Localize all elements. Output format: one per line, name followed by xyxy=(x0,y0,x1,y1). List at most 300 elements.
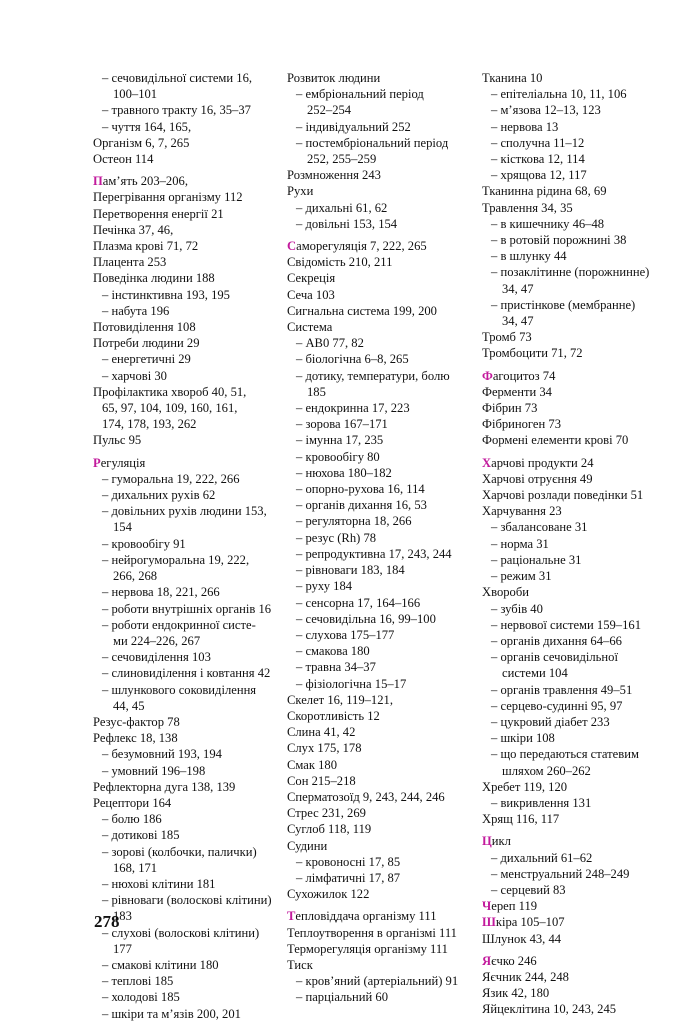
index-entry-text: Потовиділення 108 xyxy=(93,320,196,335)
index-entry xyxy=(482,985,677,1001)
index-entry-text: органів дихання 16, 53 xyxy=(305,498,427,513)
index-entry-text: Організм 6, 7, 265 xyxy=(93,135,190,150)
index-entry xyxy=(287,692,469,708)
index-entry xyxy=(482,368,677,384)
index-subentry xyxy=(93,351,275,367)
index-entry-text: Остеон 114 xyxy=(93,152,154,167)
index-entry xyxy=(287,270,469,286)
index-entry-text: роботи внутрішніх органів 16 xyxy=(111,601,272,616)
index-subentry xyxy=(482,135,677,151)
index-subentry xyxy=(93,487,275,503)
index-subentry xyxy=(482,617,677,633)
index-subentry-continuation xyxy=(287,151,469,167)
index-subentry xyxy=(287,368,469,384)
index-entry-text: в кишечнику 46–48 xyxy=(500,216,605,231)
index-entry-text: сечовидільна 16, 99–100 xyxy=(305,611,436,626)
index-entry-text: резус (Rh) 78 xyxy=(305,530,377,545)
section-initial-letter: Ц xyxy=(482,834,492,849)
index-entry-text: цукровий діабет 233 xyxy=(500,714,610,729)
index-entry xyxy=(482,487,677,503)
index-subentry xyxy=(482,882,677,898)
index-subentry xyxy=(93,368,275,384)
index-entry-text: хрящова 12, 117 xyxy=(500,168,587,183)
index-entry-text: ембріональний період xyxy=(305,87,424,102)
section-initial-letter: С xyxy=(287,239,297,254)
index-entry xyxy=(93,795,275,811)
index-column-2 xyxy=(287,70,469,1006)
index-subentry xyxy=(287,546,469,562)
index-entry-text: Розмноження 243 xyxy=(287,168,381,183)
index-entry xyxy=(482,400,677,416)
index-entry-text: Перегрівання організму 112 xyxy=(93,190,243,205)
index-entry xyxy=(287,238,469,254)
index-entry-text: викривлення 131 xyxy=(500,795,592,810)
index-subentry xyxy=(93,102,275,118)
index-entry xyxy=(93,135,275,151)
index-entry xyxy=(482,70,677,86)
index-subentry xyxy=(93,876,275,892)
index-subentry xyxy=(93,119,275,135)
index-entry-text: системи 104 xyxy=(502,666,568,681)
index-subentry xyxy=(287,989,469,1005)
index-entry-text: лімфатичні 17, 87 xyxy=(305,870,401,885)
index-entry xyxy=(93,254,275,270)
index-subentry xyxy=(287,627,469,643)
index-entry-text: Сигнальна система 199, 200 xyxy=(287,303,437,318)
index-entry-text: індивідуальний 252 xyxy=(305,119,411,134)
index-entry-text: Сеча 103 xyxy=(287,287,335,302)
index-entry xyxy=(287,957,469,973)
index-entry-text: зорові (колбочки, палички) xyxy=(111,844,257,859)
index-entry xyxy=(93,206,275,222)
index-entry xyxy=(93,714,275,730)
index-entry-text: шлункового соковиділення xyxy=(111,682,257,697)
index-entry-text: харчові 30 xyxy=(111,368,167,383)
index-subentry xyxy=(287,530,469,546)
index-entry xyxy=(482,345,677,361)
index-subentry xyxy=(482,649,677,665)
index-subentry-continuation xyxy=(482,313,677,329)
index-entry xyxy=(93,151,275,167)
index-subentry xyxy=(93,601,275,617)
index-entry xyxy=(287,70,469,86)
index-entry xyxy=(482,183,677,199)
index-entry xyxy=(287,789,469,805)
index-entry-text: агоцитоз 74 xyxy=(492,368,556,383)
index-entry-text: травна 34–37 xyxy=(305,660,376,675)
index-entry-text: нервова 13 xyxy=(500,119,559,134)
index-entry xyxy=(287,925,469,941)
index-entry-text: Сухожилок 122 xyxy=(287,887,370,902)
index-entry-text: шляхом 260–262 xyxy=(502,763,591,778)
index-entry-text: Плазма крові 71, 72 xyxy=(93,239,199,254)
index-entry xyxy=(287,908,469,924)
index-subentry-continuation xyxy=(93,633,275,649)
index-entry-text: икл xyxy=(491,834,511,849)
index-entry-text: Плацента 253 xyxy=(93,255,167,270)
index-entry-text: збалансоване 31 xyxy=(500,520,588,535)
index-subentry xyxy=(287,595,469,611)
index-subentry xyxy=(287,351,469,367)
index-entry-text: чуття 164, 165, xyxy=(111,119,192,134)
index-entry-text: умовний 196–198 xyxy=(111,763,206,778)
index-entry xyxy=(287,319,469,335)
index-entry-text: 44, 45 xyxy=(113,698,145,713)
index-entry xyxy=(482,329,677,345)
index-entry xyxy=(287,805,469,821)
index-entry-text: Тиск xyxy=(287,957,313,972)
index-subentry xyxy=(482,552,677,568)
index-subentry xyxy=(287,335,469,351)
index-entry xyxy=(482,833,677,849)
index-subentry xyxy=(287,119,469,135)
index-entry-text: Тканина 10 xyxy=(482,71,543,85)
index-subentry xyxy=(287,676,469,692)
index-entry-text: 252, 255–259 xyxy=(307,152,377,167)
index-subentry xyxy=(482,119,677,135)
index-subentry xyxy=(482,151,677,167)
index-entry xyxy=(482,384,677,400)
index-subentry xyxy=(482,248,677,264)
index-entry-text: Харчові розлади поведінки 51 xyxy=(482,488,644,503)
index-subentry xyxy=(482,86,677,102)
index-entry-text: Яєчник 244, 248 xyxy=(482,969,569,984)
index-entry-text: 168, 171 xyxy=(113,860,158,875)
index-entry-text: раціональне 31 xyxy=(500,552,582,567)
index-entry xyxy=(482,416,677,432)
index-subentry xyxy=(482,795,677,811)
index-entry-text: набута 196 xyxy=(111,303,170,318)
index-entry-text: ереп 119 xyxy=(491,899,538,914)
index-subentry xyxy=(93,503,275,519)
index-subentry-continuation xyxy=(287,384,469,400)
index-entry-text: що передаються статевим xyxy=(500,747,639,762)
index-entry-text: дотику, температури, болю xyxy=(305,368,450,383)
index-entry-text: Формені елементи крові 70 xyxy=(482,433,629,448)
index-entry-text: нейрогуморальна 19, 222, xyxy=(111,552,250,567)
index-entry-text: слухові (волоскові клітини) xyxy=(111,925,260,940)
index-subentry xyxy=(93,303,275,319)
index-subentry xyxy=(93,617,275,633)
index-entry-text: рівноваги (волоскові клітини) xyxy=(111,893,272,908)
index-entry xyxy=(93,779,275,795)
index-entry-text: зорова 167–171 xyxy=(305,417,388,432)
index-entry-text: норма 31 xyxy=(500,536,549,551)
section-initial-letter: Ш xyxy=(482,915,496,930)
index-subentry xyxy=(93,925,275,941)
index-subentry xyxy=(93,989,275,1005)
index-entry xyxy=(482,969,677,985)
index-entry-text: Секреція xyxy=(287,271,336,286)
index-entry-text: Харчові отруєння 49 xyxy=(482,471,593,486)
index-entry-text: фізіологічна 15–17 xyxy=(305,676,407,691)
index-entry xyxy=(287,254,469,270)
index-subentry xyxy=(482,167,677,183)
index-entry-text: смакова 180 xyxy=(305,644,370,659)
index-subentry xyxy=(93,892,275,908)
index-entry-text: сечовиділення 103 xyxy=(111,650,211,665)
index-entry-text: 100–101 xyxy=(113,87,158,102)
index-entry-text: Суглоб 118, 119 xyxy=(287,822,372,837)
index-entry-text: Потреби людини 29 xyxy=(93,336,200,351)
index-entry xyxy=(93,384,275,400)
index-entry-text: інстинктивна 193, 195 xyxy=(111,287,230,302)
index-subentry-continuation xyxy=(93,698,275,714)
index-subentry xyxy=(482,730,677,746)
index-subentry xyxy=(287,497,469,513)
index-subentry xyxy=(93,584,275,600)
index-entry-text: Скоротливість 12 xyxy=(287,708,380,723)
index-entry-text: 266, 268 xyxy=(113,569,158,584)
index-entry-text: епловіддача організму 111 xyxy=(295,909,437,924)
index-subentry xyxy=(482,568,677,584)
index-entry-text: Судини xyxy=(287,838,328,853)
index-subentry xyxy=(287,854,469,870)
index-entry-text: болю 186 xyxy=(111,812,162,827)
index-subentry xyxy=(93,811,275,827)
index-entry-text: серцевий 83 xyxy=(500,882,566,897)
index-entry-text: 252–254 xyxy=(307,103,352,118)
index-entry-text: Тромб 73 xyxy=(482,330,532,345)
index-subentry xyxy=(287,216,469,232)
index-entry-text: органів дихання 64–66 xyxy=(500,633,622,648)
index-entry-text: 174, 178, 193, 262 xyxy=(102,417,197,432)
index-entry-text: Рухи xyxy=(287,184,314,199)
index-entry-text: Рецептори 164 xyxy=(93,795,172,810)
index-entry xyxy=(287,287,469,303)
index-subentry xyxy=(482,297,677,313)
index-entry-text: Пульс 95 xyxy=(93,433,142,448)
index-subentry xyxy=(287,659,469,675)
index-entry xyxy=(287,724,469,740)
index-entry-text: органів сечовидільної xyxy=(500,650,618,665)
index-entry-text: арчові продукти 24 xyxy=(491,455,594,470)
index-subentry-continuation xyxy=(482,763,677,779)
index-entry xyxy=(287,740,469,756)
index-subentry xyxy=(93,471,275,487)
index-entry-text: аморегуляція 7, 222, 265 xyxy=(296,239,427,254)
index-subentry xyxy=(93,763,275,779)
index-entry-text: 185 xyxy=(307,384,326,399)
index-entry-text: Поведінка людини 188 xyxy=(93,271,215,286)
index-entry-text: роботи ендокринної систе- xyxy=(111,617,256,632)
index-entry-text: м’язова 12–13, 123 xyxy=(500,103,601,118)
index-entry xyxy=(482,914,677,930)
section-initial-letter: Т xyxy=(287,909,296,924)
index-entry xyxy=(482,584,677,600)
index-entry-text: дихальних рухів 62 xyxy=(111,488,216,503)
index-entry xyxy=(482,898,677,914)
index-entry xyxy=(93,238,275,254)
index-subentry xyxy=(482,519,677,535)
index-entry-text: Слух 175, 178 xyxy=(287,741,362,756)
index-entry-text: серцево-судинні 95, 97 xyxy=(500,698,623,713)
index-entry-text: Стрес 231, 269 xyxy=(287,806,366,821)
index-entry xyxy=(482,931,677,947)
index-column-1 xyxy=(93,70,275,1022)
index-entry-text: репродуктивна 17, 243, 244 xyxy=(305,546,452,561)
index-entry-text: довільні 153, 154 xyxy=(305,216,398,231)
index-entry-text: рівноваги 183, 184 xyxy=(305,563,405,578)
index-entry-text: енергетичні 29 xyxy=(111,352,191,367)
index-entry-text: Профілактика хвороб 40, 51, xyxy=(93,384,247,399)
index-subentry-continuation xyxy=(93,86,275,102)
index-entry-text: Терморегуляція організму 111 xyxy=(287,941,448,956)
index-entry-text: Язик 42, 180 xyxy=(482,986,550,1001)
index-entry-text: єчко 246 xyxy=(491,953,537,968)
index-entry-text: Сперматозоїд 9, 243, 244, 246 xyxy=(287,789,445,804)
index-entry xyxy=(287,773,469,789)
index-entry-text: слиновиділення і ковтання 42 xyxy=(111,666,271,681)
index-entry-text: Скелет 16, 119–121, xyxy=(287,692,393,707)
section-initial-letter: Я xyxy=(482,953,492,968)
index-entry-text: 177 xyxy=(113,941,132,956)
index-column-3 xyxy=(482,70,677,1018)
index-entry xyxy=(93,455,275,471)
index-entry-text: Ферменти 34 xyxy=(482,384,552,399)
index-entry-continuation xyxy=(93,416,275,432)
index-entry xyxy=(93,173,275,189)
index-subentry xyxy=(287,870,469,886)
page-number: 278 xyxy=(94,912,120,931)
index-entry-text: кіра 105–107 xyxy=(495,915,565,930)
index-entry-text: шкіри 108 xyxy=(500,731,555,746)
index-entry-text: кровообігу 80 xyxy=(305,449,380,464)
index-entry-text: епітеліальна 10, 11, 106 xyxy=(500,87,627,102)
index-subentry xyxy=(93,746,275,762)
index-entry-text: холодові 185 xyxy=(111,990,180,1005)
index-entry-text: в ротовій порожнині 38 xyxy=(500,233,627,248)
index-subentry xyxy=(482,601,677,617)
section-initial-letter: Ф xyxy=(482,368,493,383)
index-entry-text: Хребет 119, 120 xyxy=(482,779,568,794)
index-entry xyxy=(93,335,275,351)
index-entry xyxy=(482,455,677,471)
index-subentry xyxy=(93,536,275,552)
index-subentry-continuation xyxy=(93,860,275,876)
index-entry-text: 154 xyxy=(113,520,132,535)
index-entry-continuation xyxy=(93,400,275,416)
index-entry-text: 65, 97, 104, 109, 160, 161, xyxy=(102,401,238,416)
index-entry-text: Печінка 37, 46, xyxy=(93,222,174,237)
index-entry xyxy=(287,838,469,854)
index-entry xyxy=(93,730,275,746)
index-entry-text: травного тракту 16, 35–37 xyxy=(111,103,251,118)
index-subentry xyxy=(482,746,677,762)
index-entry xyxy=(93,270,275,286)
index-subentry xyxy=(287,200,469,216)
index-entry xyxy=(482,200,677,216)
index-subentry-continuation xyxy=(482,665,677,681)
index-subentry xyxy=(93,844,275,860)
index-entry-text: менструальний 248–249 xyxy=(500,866,630,881)
index-entry-text: опорно-рухова 16, 114 xyxy=(305,482,425,497)
index-entry-text: зубів 40 xyxy=(500,601,543,616)
index-entry-text: нервова 18, 221, 266 xyxy=(111,585,220,600)
index-subentry-continuation xyxy=(93,908,275,924)
index-entry xyxy=(482,432,677,448)
index-entry-text: Резус-фактор 78 xyxy=(93,714,180,729)
index-subentry xyxy=(482,850,677,866)
index-subentry xyxy=(93,973,275,989)
index-subentry xyxy=(287,135,469,151)
index-entry-text: теплові 185 xyxy=(111,974,174,989)
index-subentry-continuation xyxy=(93,519,275,535)
index-subentry xyxy=(287,481,469,497)
index-subentry xyxy=(482,682,677,698)
index-entry xyxy=(287,303,469,319)
index-entry-text: регуляторна 18, 266 xyxy=(305,514,412,529)
index-subentry xyxy=(287,449,469,465)
index-entry-text: Яйцеклітина 10, 243, 245 xyxy=(482,1002,617,1017)
index-subentry xyxy=(482,232,677,248)
index-subentry xyxy=(482,264,677,280)
section-initial-letter: Ч xyxy=(482,899,492,914)
index-entry xyxy=(482,779,677,795)
index-entry-text: кров’яний (артеріальний) 91 xyxy=(305,974,459,989)
index-entry-text: постембріональний період xyxy=(305,135,449,150)
index-entry xyxy=(287,167,469,183)
index-entry-text: егуляція xyxy=(100,455,146,470)
index-entry-text: 183 xyxy=(113,909,132,924)
index-entry-text: нюхові клітини 181 xyxy=(111,876,216,891)
index-entry-text: в шлунку 44 xyxy=(500,249,567,264)
index-subentry xyxy=(93,552,275,568)
index-entry-text: 34, 47 xyxy=(502,281,534,296)
index-entry xyxy=(93,222,275,238)
index-entry-text: Сон 215–218 xyxy=(287,773,356,788)
index-entry xyxy=(93,189,275,205)
index-entry xyxy=(482,471,677,487)
index-subentry xyxy=(93,70,275,86)
index-subentry xyxy=(482,633,677,649)
index-subentry xyxy=(482,102,677,118)
index-entry-text: ми 224–226, 267 xyxy=(113,633,201,648)
index-entry-text: Система xyxy=(287,320,333,335)
index-subentry xyxy=(287,513,469,529)
index-entry-text: дихальний 61–62 xyxy=(500,850,593,865)
index-entry-text: кровообігу 91 xyxy=(111,536,186,551)
index-entry-text: Свідомість 210, 211 xyxy=(287,255,393,270)
index-entry-text: Фібриноген 73 xyxy=(482,417,561,432)
index-entry-text: смакові клітини 180 xyxy=(111,957,219,972)
section-initial-letter: Х xyxy=(482,455,492,470)
index-subentry xyxy=(287,611,469,627)
index-subentry xyxy=(93,665,275,681)
index-entry-text: Шлунок 43, 44 xyxy=(482,931,562,946)
index-entry-text: дихальні 61, 62 xyxy=(305,200,388,215)
index-entry-text: Рефлекторна дуга 138, 139 xyxy=(93,779,236,794)
index-entry-text: сечовидільної системи 16, xyxy=(111,71,253,85)
index-subentry xyxy=(287,973,469,989)
index-entry xyxy=(482,1001,677,1017)
index-entry-text: дотикові 185 xyxy=(111,828,180,843)
index-subentry xyxy=(482,536,677,552)
index-subentry xyxy=(482,216,677,232)
index-entry-text: Фібрин 73 xyxy=(482,401,538,416)
index-entry-text: парціальний 60 xyxy=(305,990,389,1005)
index-entry-text: сенсорна 17, 164–166 xyxy=(305,595,421,610)
index-entry-text: Хвороби xyxy=(482,585,529,600)
index-subentry-continuation xyxy=(287,102,469,118)
index-entry-text: кровоносні 17, 85 xyxy=(305,854,401,869)
index-entry xyxy=(287,708,469,724)
index-entry xyxy=(287,757,469,773)
index-entry-text: органів травлення 49–51 xyxy=(500,682,633,697)
index-entry-text: Хрящ 116, 117 xyxy=(482,812,560,827)
index-subentry xyxy=(482,714,677,730)
index-entry-text: Харчування 23 xyxy=(482,504,562,519)
